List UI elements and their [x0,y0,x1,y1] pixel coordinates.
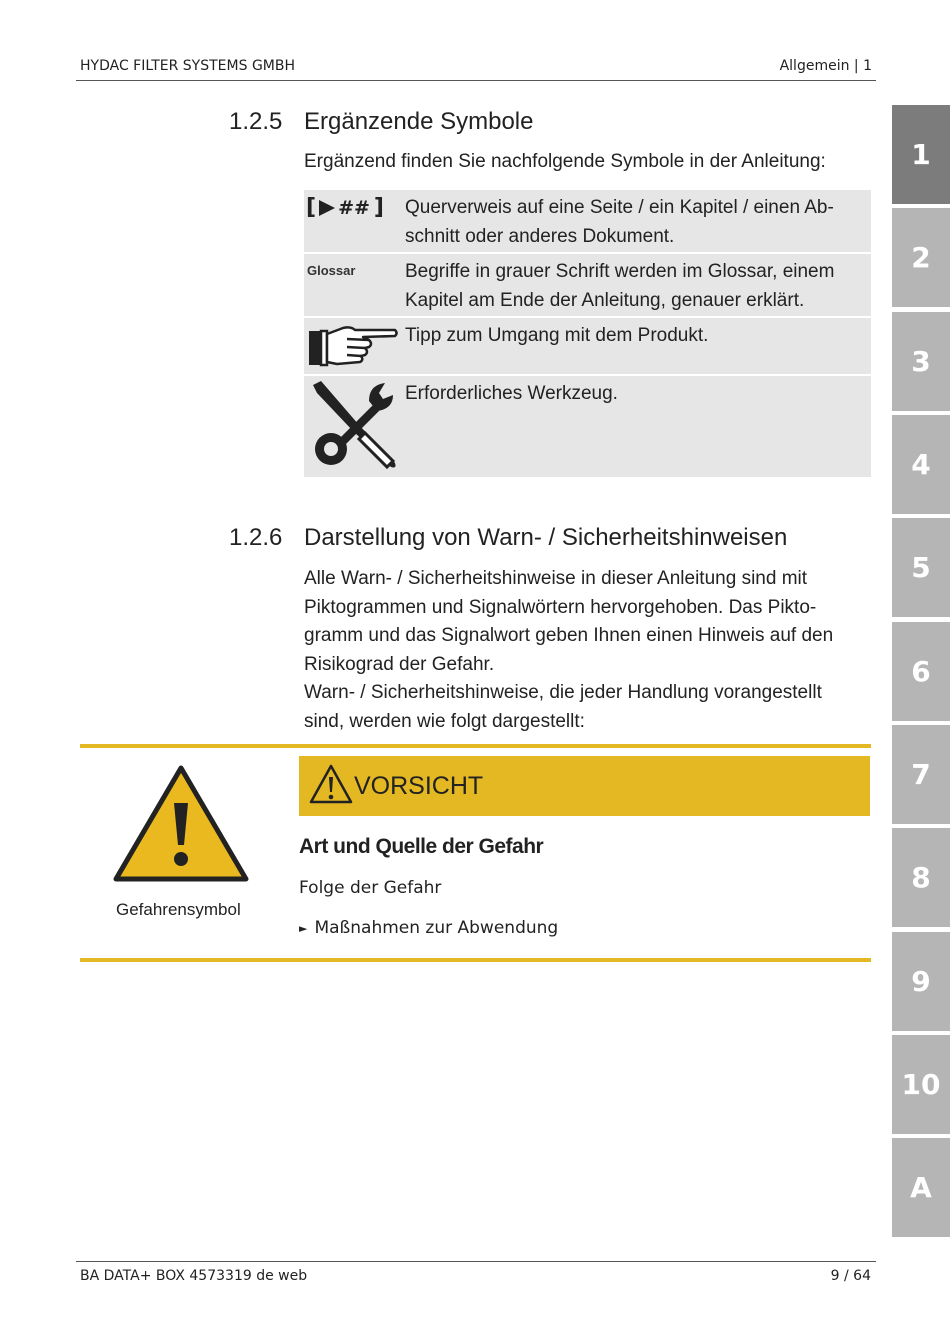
glossary-symbol: Glossar [307,263,356,278]
description-line: Begriffe in grauer Schrift werden im Glossar, einem [405,261,835,282]
hazard-heading: Art und Quelle der Gefahr [299,835,544,858]
warning-triangle-icon [308,763,354,805]
hazard-measure-text: Maßnahmen zur Abwendung [314,918,559,938]
chapter-tab[interactable]: 7 [892,725,950,824]
section-number: 1.2.5 [229,108,283,135]
paragraph-line: sind, werden wie folgt dargestellt: [304,710,585,732]
table-row-description [405,258,867,315]
section-title: Ergänzende Symbole [304,108,534,135]
paragraph-line: Alle Warn- / Sicherheitshinweise in dieser Anleitung sind mit [304,568,808,589]
signal-word-banner [299,756,870,816]
page-number: 9 / 64 [830,1268,871,1284]
hazard-consequence: Folge der Gefahr [299,878,442,898]
cross-reference-hash: ## [338,196,370,219]
section-number: 1.2.6 [229,524,283,551]
chapter-tab[interactable]: 6 [892,622,950,721]
paragraph-line: Warn- / Sicherheitshinweise, die jeder Handlung vorangestellt [304,682,822,703]
chapter-tab[interactable]: 9 [892,932,950,1031]
table-row [304,190,871,252]
header-company: HYDAC FILTER SYSTEMS GMBH [80,58,295,74]
footer-document-id: BA DATA+ BOX 4573319 de web [80,1268,308,1284]
paragraph-line: gramm und das Signalwort geben Ihnen einen Hinweis auf den [304,625,834,646]
warning-top-rule [80,744,871,748]
chapter-tab[interactable]: 1 [892,105,950,204]
chapter-tab[interactable]: 5 [892,518,950,617]
signal-word: VORSICHT [354,772,484,800]
description-line: Querverweis auf eine Seite / ein Kapitel / einen Ab- [405,197,834,218]
hazard-symbol-caption: Gefahrensymbol [116,900,241,919]
chapter-tab[interactable]: 4 [892,415,950,514]
hazard-measure [299,918,558,938]
table-row [304,376,871,477]
cross-reference-symbol: [ ## ] [306,195,384,220]
section-intro: Ergänzend finden Sie nachfolgende Symbole in der Anleitung: [304,151,826,172]
table-row-description [405,322,867,351]
pointing-hand-icon [307,322,399,368]
chapter-tab[interactable]: A [892,1138,950,1237]
section-title: Darstellung von Warn- / Sicherheitshinweisen [304,524,788,551]
header-divider [76,80,876,81]
table-row-description [405,380,867,409]
bullet-arrow-icon: ► [299,921,308,935]
hazard-warning-icon [113,765,249,883]
table-row-description [405,194,867,251]
paragraph-line: Piktogrammen und Signalwörtern hervorgehoben. Das Pikto- [304,596,817,618]
header-chapter: Allgemein | 1 [779,58,872,74]
chapter-tab[interactable]: 2 [892,208,950,307]
chapter-tab[interactable]: 3 [892,312,950,411]
footer-divider [76,1261,876,1262]
table-row [304,254,871,316]
description-line: Kapitel am Ende der Anleitung, genauer erklärt. [405,289,805,311]
description-line: Erforderliches Werkzeug. [405,383,618,404]
description-line: schnitt oder anderes Dokument. [405,225,675,247]
description-line: Tipp zum Umgang mit dem Produkt. [405,325,709,346]
play-arrow-icon [318,199,336,217]
chapter-tab[interactable]: 8 [892,828,950,927]
table-row [304,318,871,374]
section-paragraph [304,565,879,736]
warning-bottom-rule [80,958,871,962]
paragraph-line: Risikograd der Gefahr. [304,653,495,675]
chapter-tab[interactable]: 10 [892,1035,950,1134]
tools-icon [307,379,399,471]
